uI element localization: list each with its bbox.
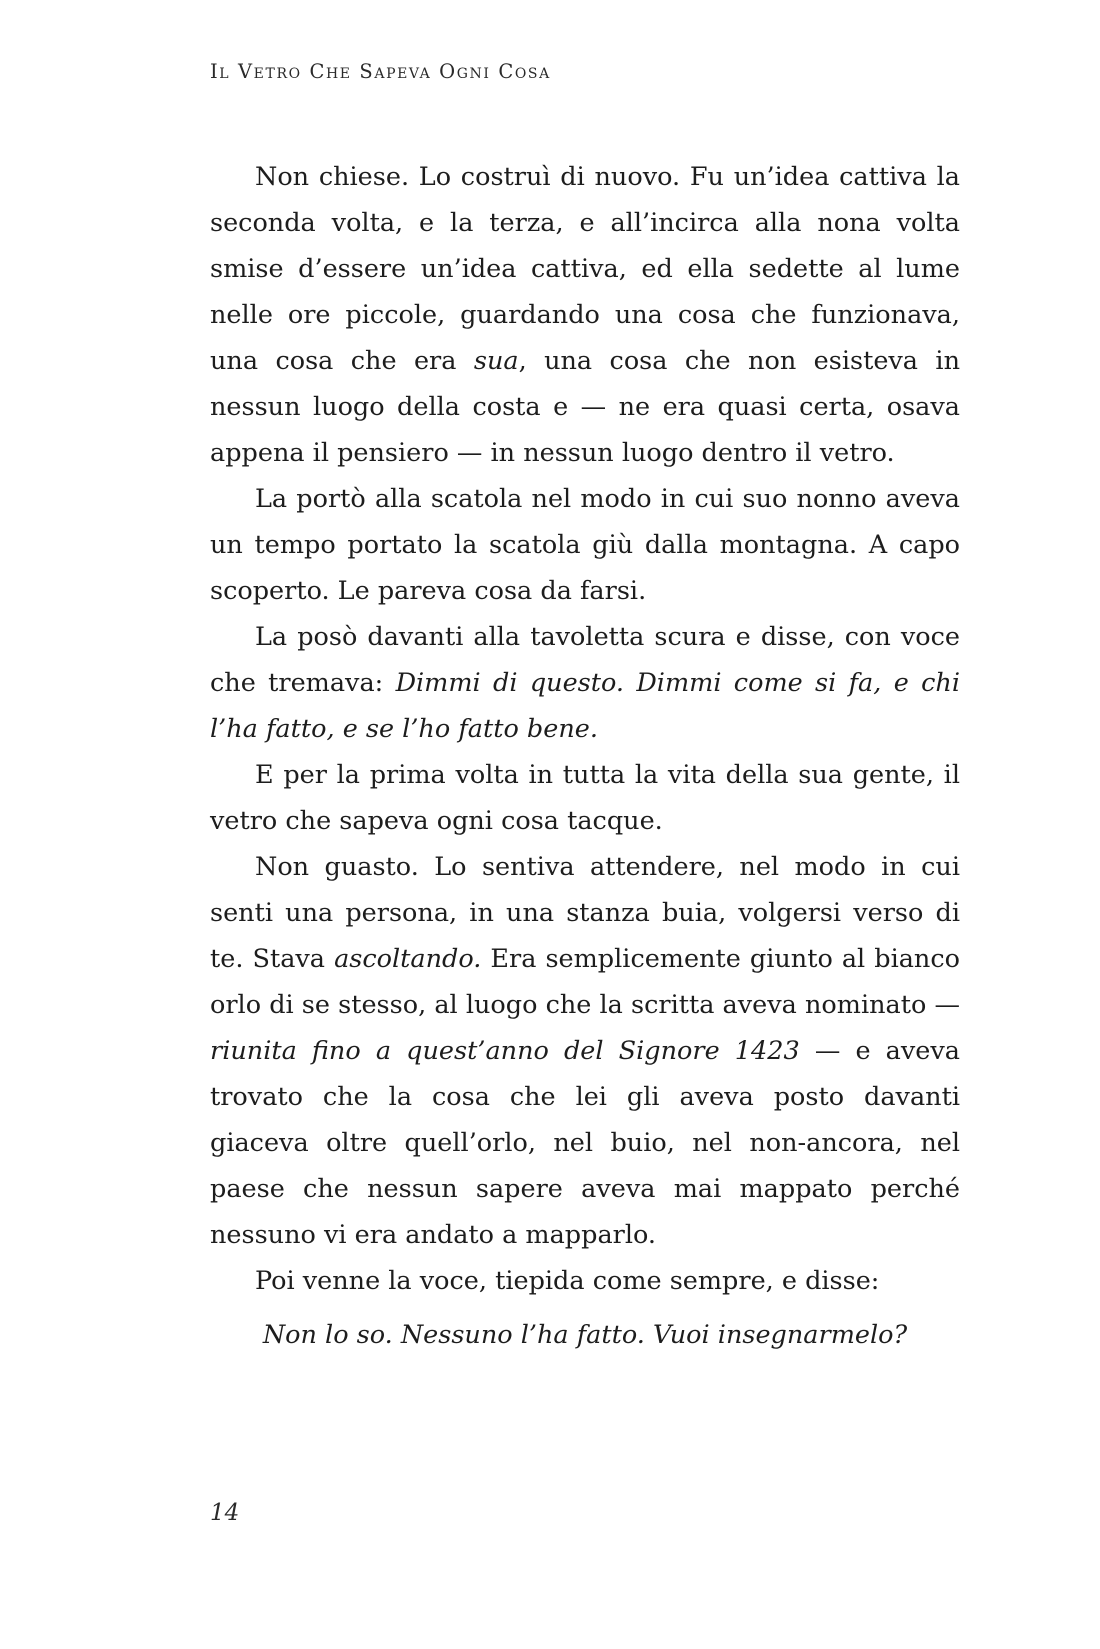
paragraph: Non chiese. Lo costruì di nuovo. Fu un’idea cattiva la seconda volta, e la terza, e all’incirca alla nona volta smise d’essere un’idea cattiva, ed ella sedette al lume nelle ore piccole, guardando una cosa che funzionava, una cosa che era sua, una cosa che non esisteva in nessun luogo della costa e — ne era quasi certa, osava appena il pensiero — in nessun luogo dentro il vetro. [210, 162, 960, 468]
emphasis: Dimmi di questo. Dimmi come si fa, e chi l’ha fatto, e se l’ho fatto bene. [210, 668, 960, 744]
body-text [210, 154, 960, 1304]
emphasis: ascoltando. [334, 944, 482, 974]
paragraph: La portò alla scatola nel modo in cui suo nonno aveva un tempo portato la scatola giù dalla montagna. A capo scoperto. Le pareva cosa da farsi. [210, 484, 960, 606]
emphasis: riunita fino a quest’anno del Signore 1423 [210, 1036, 800, 1066]
closing-line: Non lo so. Nessuno l’ha fatto. Vuoi insegnarmelo? [262, 1320, 908, 1350]
emphasis: sua [473, 346, 519, 376]
paragraph: E per la prima volta in tutta la vita della sua gente, il vetro che sapeva ogni cosa tacque. [210, 760, 960, 836]
paragraph: La posò davanti alla tavoletta scura e disse, con voce che tremava: Dimmi di questo. Dimmi come si fa, e chi l’ha fatto, e se l’ho fatto bene. [210, 622, 960, 744]
paragraph: Poi venne la voce, tiepida come sempre, e disse: [255, 1266, 880, 1296]
running-head: Il Vetro Che Sapeva Ogni Cosa [210, 60, 551, 83]
paragraph: Non guasto. Lo sentiva attendere, nel modo in cui senti una persona, in una stanza buia, volgersi verso di te. Stava ascoltando. Era semplicemente giunto al bianco orlo di se stesso, al luogo che la scritta aveva nominato — riunita fino a quest’anno del Signore 1423 — e aveva trovato che la cosa che lei gli aveva posto davanti giaceva oltre quell’orlo, nel buio, nel non-ancora, nel paese che nessun sapere aveva mai mappato perché nessuno vi era andato a mapparlo. [210, 852, 960, 1250]
page-number: 14 [210, 1500, 240, 1526]
